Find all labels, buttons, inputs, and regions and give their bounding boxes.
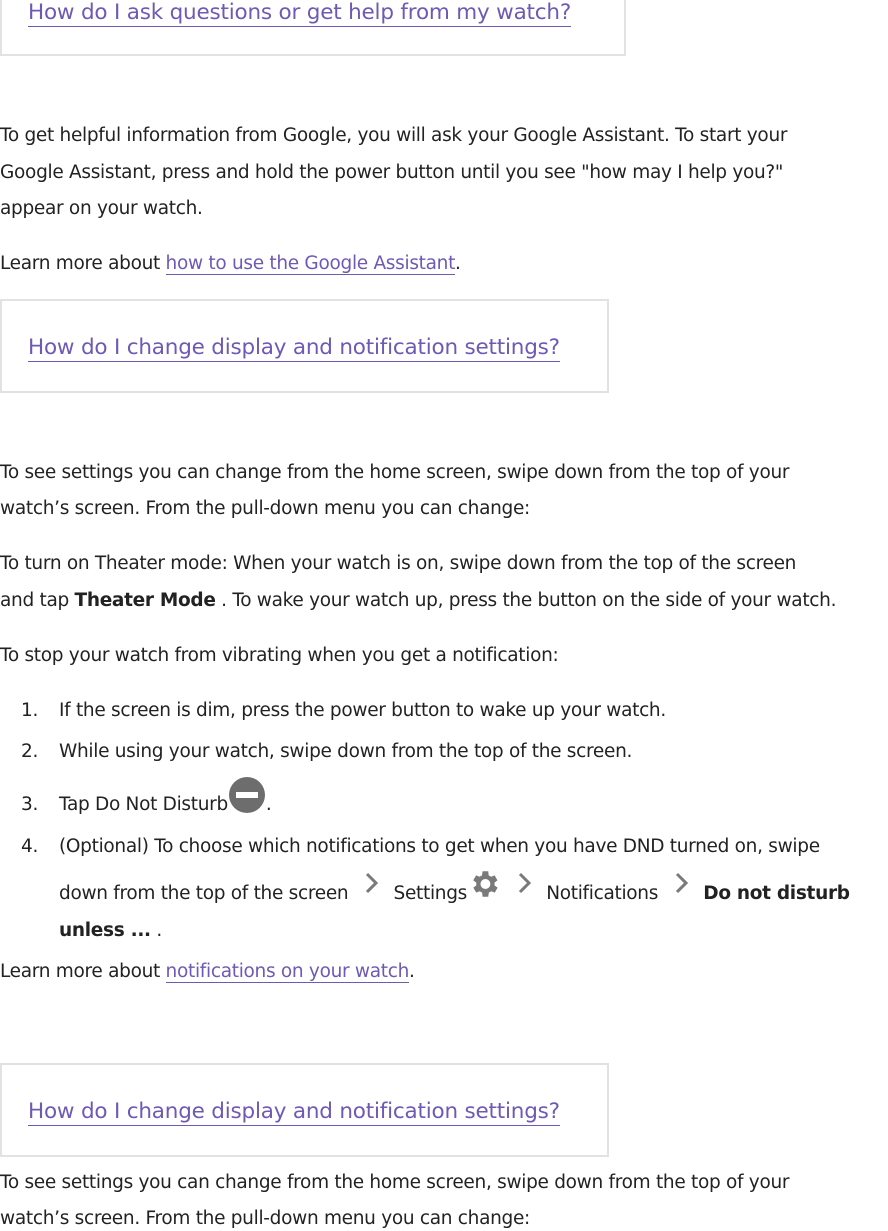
theater-paragraph-line: To turn on Theater mode: When your watch is on, swipe down from the top of the screen: [0, 553, 797, 574]
step-text-suffix: .: [265, 794, 272, 815]
learn-more-prefix: Learn more about: [0, 253, 166, 274]
step-text-part: down from the top of the screen: [59, 883, 349, 904]
notifications-help-link[interactable]: notifications on your watch: [165, 961, 410, 982]
learn-more-prefix: Learn more about: [0, 961, 166, 982]
step-text-part: Notifications: [546, 883, 659, 904]
assistant-help-link[interactable]: how to use the Google Assistant: [165, 253, 456, 274]
assistant-paragraph-line: Google Assistant, press and hold the power button until you see "how may I help you?": [0, 162, 784, 183]
do-not-disturb-label-cont: unless ...: [59, 920, 151, 941]
learn-more-notifications: [0, 960, 415, 984]
faq-question-box: [0, 0, 626, 56]
assistant-paragraph-line: appear on your watch.: [0, 198, 203, 219]
step-text: (Optional) To choose which notifications to get when you have DND turned on, swipe: [59, 836, 820, 857]
theater-mode-label: Theater Mode: [74, 590, 216, 611]
theater-suffix: . To wake your watch up, press the button on the side of your watch.: [215, 590, 837, 611]
step-text: If the screen is dim, press the power button to wake up your watch.: [59, 700, 666, 721]
step-text-line: [59, 919, 162, 943]
step-number: 1.: [21, 700, 39, 721]
do-not-disturb-icon: [228, 776, 266, 814]
faq-question-link[interactable]: How do I ask questions or get help from my watch?: [28, 0, 572, 25]
step-text-line: [59, 882, 850, 906]
do-not-disturb-label: Do not disturb: [703, 883, 850, 904]
learn-more-assistant: [0, 252, 461, 276]
settings-paragraph-line: To see settings you can change from the home screen, swipe down from the top of your: [0, 462, 790, 483]
faq-question-box: [0, 1063, 609, 1157]
theater-prefix: and tap: [0, 590, 75, 611]
settings-paragraph-line: watch’s screen. From the pull-down menu you can change:: [0, 498, 530, 519]
step-text-content: Tap Do Not Disturb: [59, 794, 228, 815]
step-number: 4.: [21, 836, 39, 857]
chevron-right-icon: [354, 870, 388, 900]
assistant-paragraph-line: To get helpful information from Google, you will ask your Google Assistant. To start your: [0, 125, 788, 146]
gear-icon: [467, 867, 501, 901]
faq-question-link[interactable]: How do I change display and notification settings?: [28, 335, 560, 360]
step-text: [59, 793, 271, 817]
chevron-right-icon: [664, 870, 698, 900]
theater-paragraph-line: [0, 589, 836, 613]
faq-question-box: [0, 299, 609, 393]
settings-paragraph-line: watch’s screen. From the pull-down menu you can change:: [0, 1208, 530, 1229]
settings-paragraph-line: To see settings you can change from the home screen, swipe down from the top of your: [0, 1172, 790, 1193]
step-text-suffix: .: [150, 920, 162, 941]
step-number: 2.: [21, 741, 39, 762]
chevron-right-icon: [507, 870, 541, 900]
learn-more-suffix: .: [455, 253, 461, 274]
step-number: 3.: [21, 794, 39, 815]
vibrate-intro: To stop your watch from vibrating when you get a notification:: [0, 645, 559, 666]
step-text: While using your watch, swipe down from the top of the screen.: [59, 741, 633, 762]
faq-question-link[interactable]: How do I change display and notification settings?: [28, 1099, 560, 1124]
step-text-part: Settings: [393, 883, 467, 904]
learn-more-suffix: .: [409, 961, 415, 982]
